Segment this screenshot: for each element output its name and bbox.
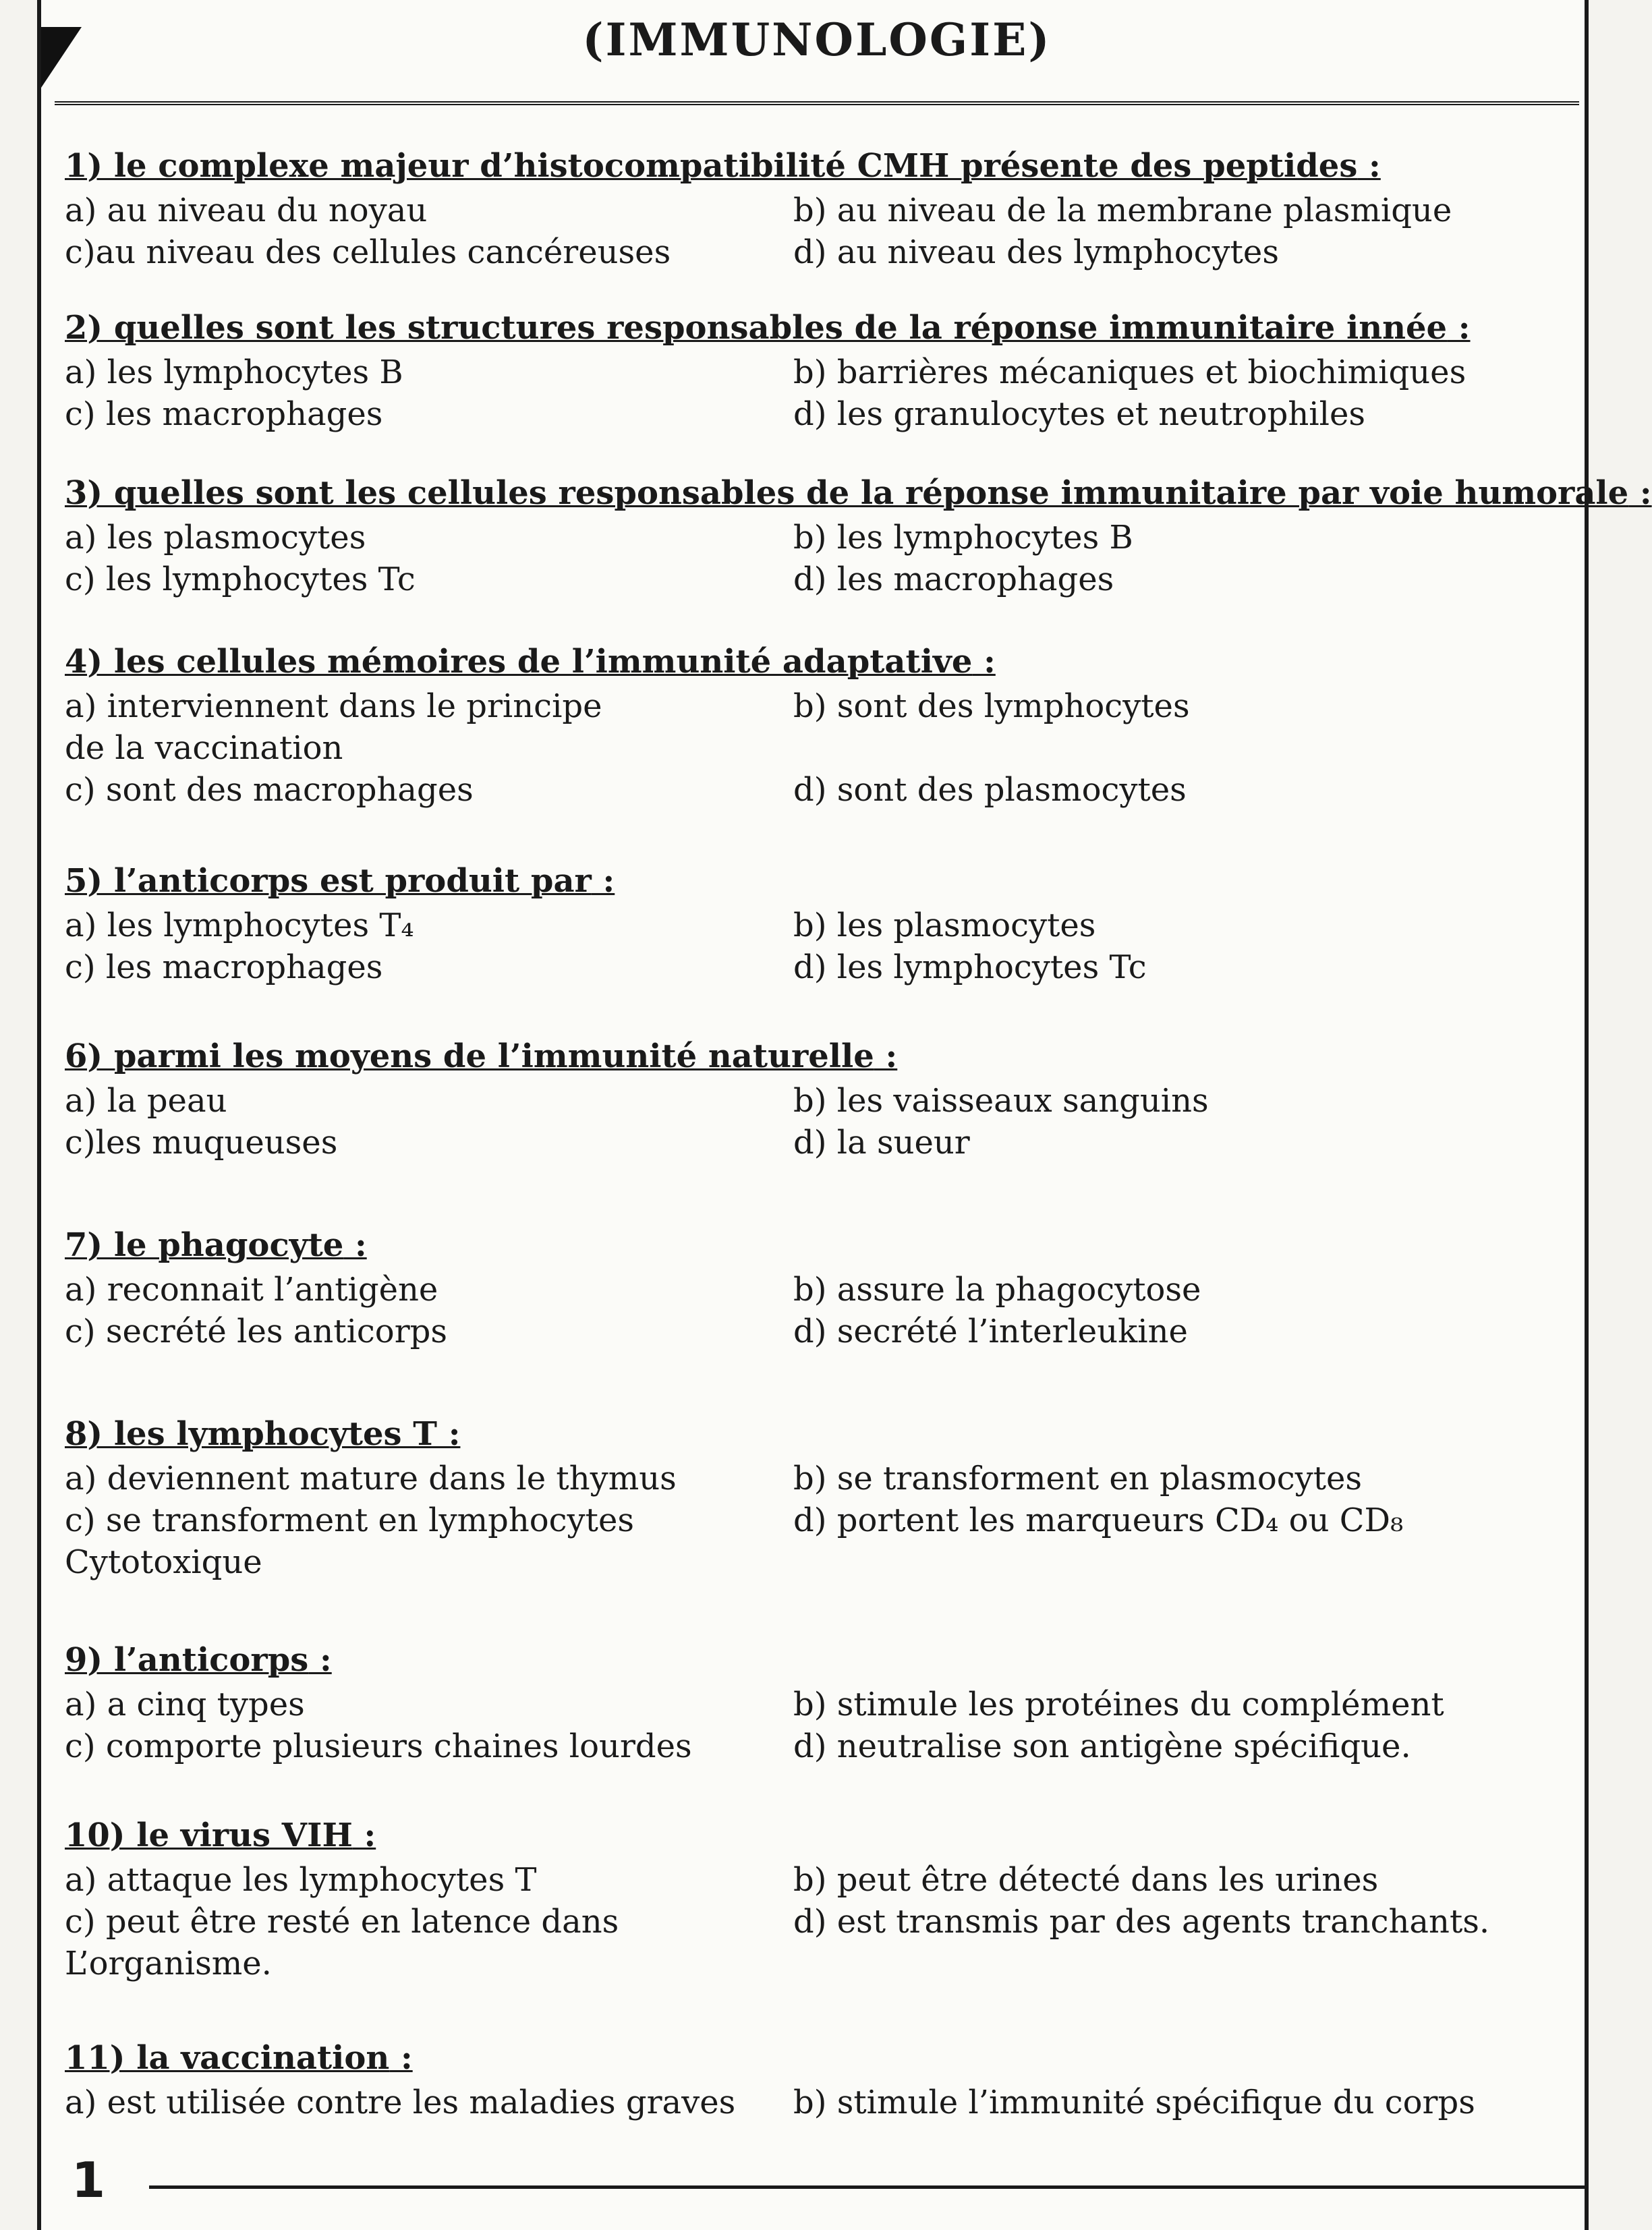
question-10: 10) le virus VIH : a) attaque les lymphocytes T b) peut être détecté dans les urines c) peut être resté en latence dans L’organisme. d) est transmis par des agents tranchants. xyxy=(65,1814,1562,1984)
question-8: 8) les lymphocytes T : a) deviennent mature dans le thymus b) se transforment en plasmocytes c) se transforment en lymphocytes Cytotoxique d) portent les marqueurs CD₄ ou CD₈ xyxy=(65,1413,1562,1583)
option-b: b) les vaisseaux sanguins xyxy=(793,1082,1209,1120)
question-heading: 5) l’anticorps est produit par xyxy=(65,862,592,900)
option-a: a) attaque les lymphocytes T xyxy=(65,1861,537,1899)
option-d: d) la sueur xyxy=(793,1124,970,1162)
title-divider xyxy=(55,101,1579,105)
option-c: c) les lymphocytes Tc xyxy=(65,561,416,598)
option-d: d) au niveau des lymphocytes xyxy=(793,233,1279,271)
option-c: c) comporte plusieurs chaines lourdes xyxy=(65,1727,692,1765)
option-c: c) les macrophages xyxy=(65,395,383,433)
question-11: 11) la vaccination : a) est utilisée contre les maladies graves b) stimule l’immunité spécifique du corps xyxy=(65,2037,1562,2123)
page-number: 1 xyxy=(72,2152,106,2208)
option-b: b) au niveau de la membrane plasmique xyxy=(793,192,1452,229)
question-heading: 4) les cellules mémoires de l’immunité adaptative xyxy=(65,643,973,681)
option-d: d) neutralise son antigène spécifique. xyxy=(793,1727,1411,1765)
option-b: b) stimule les protéines du complément xyxy=(793,1686,1444,1723)
option-d: d) secrété l’interleukine xyxy=(793,1313,1188,1350)
option-a: a) interviennent dans le principe de la vaccination xyxy=(65,687,602,767)
option-a: a) a cinq types xyxy=(65,1686,305,1723)
question-3: 3) quelles sont les cellules responsables de la réponse immunitaire par voie humorale : a) les plasmocytes b) les lymphocytes B c) les lymphocytes Tc d) les macrophages xyxy=(65,472,1562,600)
option-d: d) les macrophages xyxy=(793,561,1114,598)
option-a: a) la peau xyxy=(65,1082,227,1120)
option-d: d) sont des plasmocytes xyxy=(793,771,1187,809)
option-a: a) au niveau du noyau xyxy=(65,192,428,229)
option-b: b) les lymphocytes B xyxy=(793,519,1133,556)
question-heading: 7) le phagocyte xyxy=(65,1226,344,1264)
question-2: 2) quelles sont les structures responsables de la réponse immunitaire innée : a) les lymphocytes B b) barrières mécaniques et biochimiques c) les macrophages d) les granulocytes et neutrophiles xyxy=(65,307,1562,435)
option-c: c) se transforment en lymphocytes Cytotoxique xyxy=(65,1502,634,1581)
option-b: b) barrières mécaniques et biochimiques xyxy=(793,353,1466,391)
option-a: a) les lymphocytes B xyxy=(65,353,403,391)
question-heading: 8) les lymphocytes T xyxy=(65,1415,437,1453)
question-heading: 11) la vaccination xyxy=(65,2039,390,2077)
option-c: c) les macrophages xyxy=(65,948,383,986)
question-heading: 2) quelles sont les structures responsables de la réponse immunitaire innée xyxy=(65,309,1448,347)
option-d: d) les granulocytes et neutrophiles xyxy=(793,395,1366,433)
option-b: b) assure la phagocytose xyxy=(793,1271,1201,1309)
option-a: a) les lymphocytes T₄ xyxy=(65,907,414,944)
question-7: 7) le phagocyte : a) reconnait l’antigène b) assure la phagocytose c) secrété les anticorps d) secrété l’interleukine xyxy=(65,1224,1562,1352)
page-title: (IMMUNOLOGIE) xyxy=(582,13,1052,66)
option-d: d) les lymphocytes Tc xyxy=(793,948,1147,986)
exam-page xyxy=(37,0,1652,2230)
question-heading: 3) quelles sont les cellules responsables de la réponse immunitaire par voie humorale xyxy=(65,474,1629,512)
option-a: a) les plasmocytes xyxy=(65,519,366,556)
option-b: b) les plasmocytes xyxy=(793,907,1096,944)
question-heading: 6) parmi les moyens de l’immunité naturelle xyxy=(65,1037,874,1075)
bottom-divider xyxy=(149,2185,1586,2189)
option-b: b) stimule l’immunité spécifique du corps xyxy=(793,2084,1475,2121)
question-heading: 10) le virus VIH xyxy=(65,1817,353,1854)
option-b: b) se transforment en plasmocytes xyxy=(793,1460,1363,1497)
question-4: 4) les cellules mémoires de l’immunité adaptative : a) interviennent dans le principe de la vaccination b) sont des lymphocytes c) sont des macrophages d) sont des plasmocytes xyxy=(65,641,1562,811)
option-c: c)au niveau des cellules cancéreuses xyxy=(65,233,671,271)
option-c: c) peut être resté en latence dans L’organisme. xyxy=(65,1903,619,1982)
option-d: d) portent les marqueurs CD₄ ou CD₈ xyxy=(793,1502,1404,1539)
option-b: b) sont des lymphocytes xyxy=(793,687,1190,725)
question-heading: 9) l’anticorps xyxy=(65,1641,309,1679)
question-9: 9) l’anticorps : a) a cinq types b) stimule les protéines du complément c) comporte plusieurs chaines lourdes d) neutralise son antigène spécifique. xyxy=(65,1639,1562,1767)
question-6: 6) parmi les moyens de l’immunité naturelle : a) la peau b) les vaisseaux sanguins c)les muqueuses d) la sueur xyxy=(65,1035,1562,1164)
option-c: c) secrété les anticorps xyxy=(65,1313,447,1350)
question-5: 5) l’anticorps est produit par : a) les lymphocytes T₄ b) les plasmocytes c) les macrophages d) les lymphocytes Tc xyxy=(65,860,1562,988)
option-a: a) est utilisée contre les maladies graves xyxy=(65,2084,736,2121)
option-d: d) est transmis par des agents tranchants. xyxy=(793,1903,1490,1941)
option-a: a) deviennent mature dans le thymus xyxy=(65,1460,677,1497)
option-a: a) reconnait l’antigène xyxy=(65,1271,438,1309)
option-b: b) peut être détecté dans les urines xyxy=(793,1861,1379,1899)
question-heading: 1) le complexe majeur d’histocompatibilité CMH présente des peptides xyxy=(65,147,1358,185)
question-1: 1) le complexe majeur d’histocompatibilité CMH présente des peptides : a) au niveau du noyau b) au niveau de la membrane plasmique c)au niveau des cellules cancéreuses d) au niveau des lymphocytes xyxy=(65,145,1562,273)
option-c: c)les muqueuses xyxy=(65,1124,338,1162)
option-c: c) sont des macrophages xyxy=(65,771,474,809)
